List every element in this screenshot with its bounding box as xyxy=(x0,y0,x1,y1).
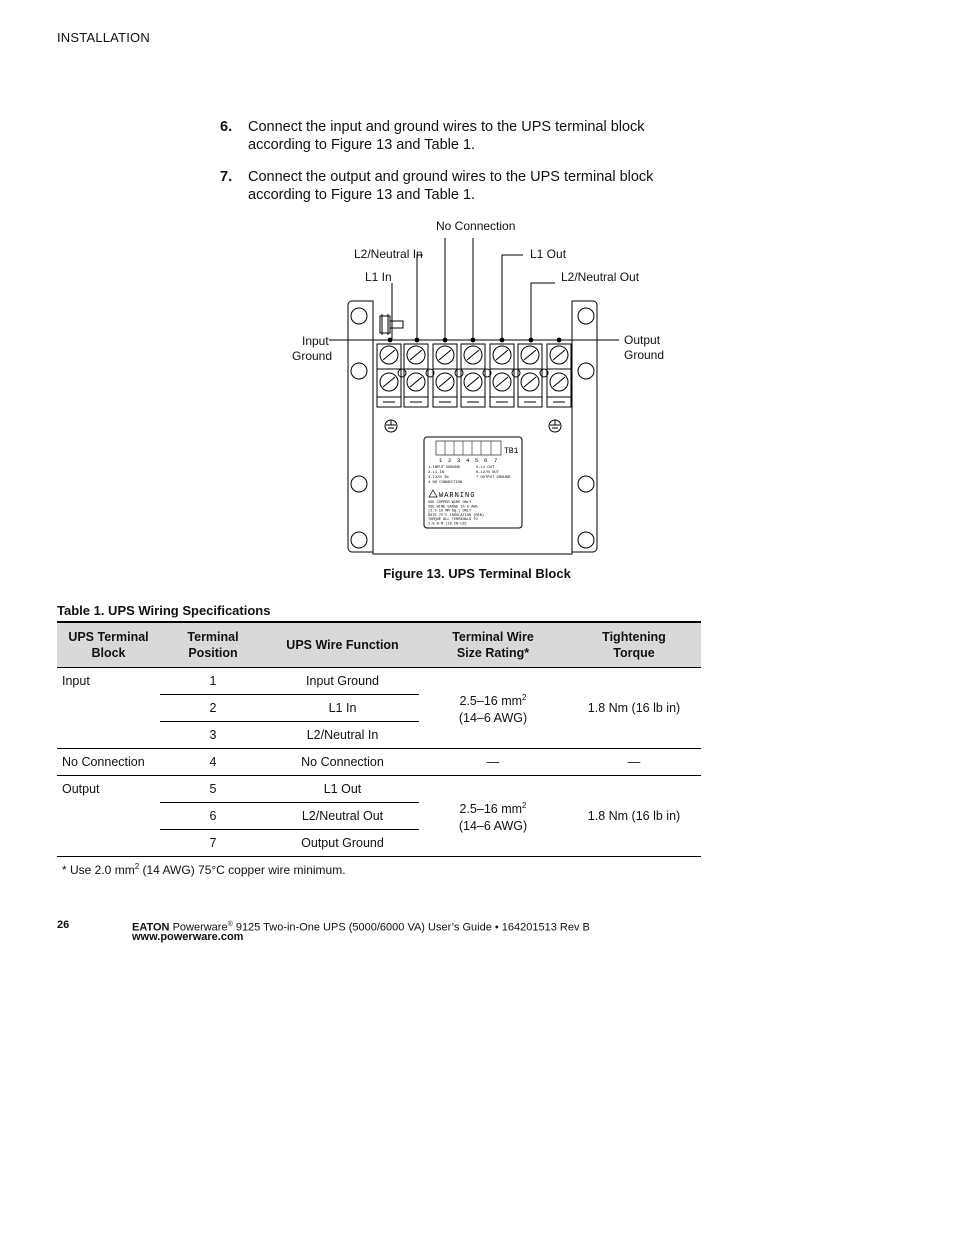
plate-warning-line: TORQUE ALL TERMINALS TO xyxy=(428,518,478,523)
cell-size: — xyxy=(419,749,567,776)
footer-title: EATON Powerware® 9125 Two-in-One UPS (5000/6000 VA) User’s Guide • 164201513 Rev B xyxy=(132,921,590,934)
figure-caption: Figure 13. UPS Terminal Block xyxy=(383,566,571,581)
table-footnote: * Use 2.0 $mm^2$ (14 AWG) 75°C copper wire minimum. xyxy=(62,862,346,877)
plate-tb-label: TB1 xyxy=(504,447,519,456)
cell-position: 2 xyxy=(160,695,266,722)
plate-number: 1 xyxy=(439,457,443,464)
cell-torque: 1.8 Nm (16 lb in) xyxy=(567,668,701,749)
bracket-outline xyxy=(348,301,373,552)
label-output-ground-2: Ground xyxy=(624,348,665,362)
label-output-ground-1: Output xyxy=(624,333,661,347)
wiring-spec-table xyxy=(57,621,701,857)
terminal-2 xyxy=(404,344,428,407)
terminal-separator xyxy=(398,369,406,377)
cell-torque: 1.8 Nm (16 lb in) xyxy=(567,776,701,857)
label-input-ground-2: Ground xyxy=(292,349,333,363)
mounting-hole xyxy=(578,363,594,379)
cell-block: Output xyxy=(57,776,160,857)
leader-l2-neutral-out xyxy=(531,283,555,339)
plate-warning-title: WARNING xyxy=(439,492,476,500)
plate-legend-item: 4 NO CONNECTION xyxy=(428,481,463,485)
section-header: INSTALLATION xyxy=(57,30,150,45)
cell-function: L2/Neutral In xyxy=(266,722,419,749)
plate-number: 7 xyxy=(494,457,498,464)
plate-warning-line: USE WIRE GAUGE 14-6 AWG xyxy=(428,505,478,510)
cell-position: 3 xyxy=(160,722,266,749)
mounting-hole xyxy=(578,532,594,548)
leader-l2-neutral-in xyxy=(417,255,423,339)
cell-function: L1 Out xyxy=(266,776,419,803)
step-number: 7. xyxy=(220,169,233,185)
ground-symbol xyxy=(385,420,397,432)
label-l2-neutral-in: L2/Neutral In xyxy=(354,247,423,261)
plate-number: 4 xyxy=(466,457,470,464)
header-function: UPS Wire Function xyxy=(266,622,419,668)
terminal-4 xyxy=(461,344,485,407)
header-torque: Tightening Torque xyxy=(567,622,701,668)
warning-triangle-icon xyxy=(429,490,437,497)
plate-number: 5 xyxy=(475,457,479,464)
plate-warning-line: USE COPPER WIRE ONLY xyxy=(428,501,472,505)
ground-symbol xyxy=(549,420,561,432)
table-row xyxy=(57,668,701,695)
terminal-7 xyxy=(547,344,571,407)
terminal-separator xyxy=(455,369,463,377)
mounting-hole xyxy=(578,308,594,324)
cell-function: Output Ground xyxy=(266,830,419,857)
cell-function: L2/Neutral Out xyxy=(266,803,419,830)
terminal-block-figure xyxy=(0,0,954,600)
mounting-hole xyxy=(351,476,367,492)
table-row xyxy=(57,776,701,803)
plate-warning-line: (2.5-16 MM SQ.) ONLY xyxy=(428,509,472,514)
bracket-outline xyxy=(572,301,597,552)
plate-warning-line: 1.8 N-M (16 IN-LB) xyxy=(428,522,467,527)
cell-size: 2.5–16 $mm^2$ (14–6 AWG) xyxy=(419,776,567,857)
step-number: 6. xyxy=(220,119,233,135)
header-block: UPS Terminal Block xyxy=(57,622,160,668)
terminal-5 xyxy=(490,344,514,407)
cell-position: 4 xyxy=(160,749,266,776)
plate-legend-item: 7 OUTPUT GROUND xyxy=(476,476,511,480)
mounting-hole xyxy=(351,308,367,324)
brand-name: EATON xyxy=(132,921,170,934)
terminal-1 xyxy=(377,344,401,407)
header-position: Terminal Position xyxy=(160,622,266,668)
footer-url: www.powerware.com xyxy=(132,931,244,943)
terminal-6 xyxy=(518,344,542,407)
mounting-hole xyxy=(351,532,367,548)
plate-number: 6 xyxy=(484,457,488,464)
terminal-3 xyxy=(433,344,457,407)
label-l1-out: L1 Out xyxy=(530,247,567,261)
leader-l1-out xyxy=(502,255,523,339)
page-number: 26 xyxy=(57,919,70,931)
cell-position: 5 xyxy=(160,776,266,803)
table-header-row xyxy=(57,622,701,668)
cell-function: L1 In xyxy=(266,695,419,722)
cell-size: 2.5–16 $mm^2$ (14–6 AWG) xyxy=(419,668,567,749)
label-no-connection: No Connection xyxy=(436,219,516,233)
terminal-block-diagram xyxy=(0,0,954,600)
terminal-separator xyxy=(512,369,520,377)
label-l2-neutral-out: L2/Neutral Out xyxy=(561,270,640,284)
plate-legend-item: 1-INPUT GROUND xyxy=(428,466,460,470)
cell-position: 7 xyxy=(160,830,266,857)
cell-function: No Connection xyxy=(266,749,419,776)
mounting-hole xyxy=(351,363,367,379)
cell-function: Input Ground xyxy=(266,668,419,695)
table-title: Table 1. UPS Wiring Specifications xyxy=(57,603,271,618)
plate-number: 2 xyxy=(448,457,452,464)
plate-legend-item: 6-L2/N OUT xyxy=(476,471,499,475)
plate-warning-line: RATE 75°C INSULATION (MIN) xyxy=(428,513,485,518)
plate-legend-item: 2-L1 IN xyxy=(428,471,444,475)
header-size: Terminal Wire Size Rating* xyxy=(419,622,567,668)
plate-number: 3 xyxy=(457,457,461,464)
label-input-ground-1: Input xyxy=(302,334,329,348)
cell-position: 1 xyxy=(160,668,266,695)
mounting-hole xyxy=(578,476,594,492)
step-text: Connect the input and ground wires to the UPS terminal block according to Figure 13 and Table 1. xyxy=(248,119,645,153)
cell-block: No Connection xyxy=(57,749,160,776)
plate-legend-item: 5-L1 OUT xyxy=(476,466,495,470)
cell-block: Input xyxy=(57,668,160,749)
cell-position: 6 xyxy=(160,803,266,830)
table-row xyxy=(57,749,701,776)
label-l1-in: L1 In xyxy=(365,270,392,284)
plate-legend-item: 3-L2/N IN xyxy=(428,476,449,480)
cell-torque: — xyxy=(567,749,701,776)
step-text: Connect the output and ground wires to the UPS terminal block according to Figure 13 and Table 1. xyxy=(248,169,654,203)
